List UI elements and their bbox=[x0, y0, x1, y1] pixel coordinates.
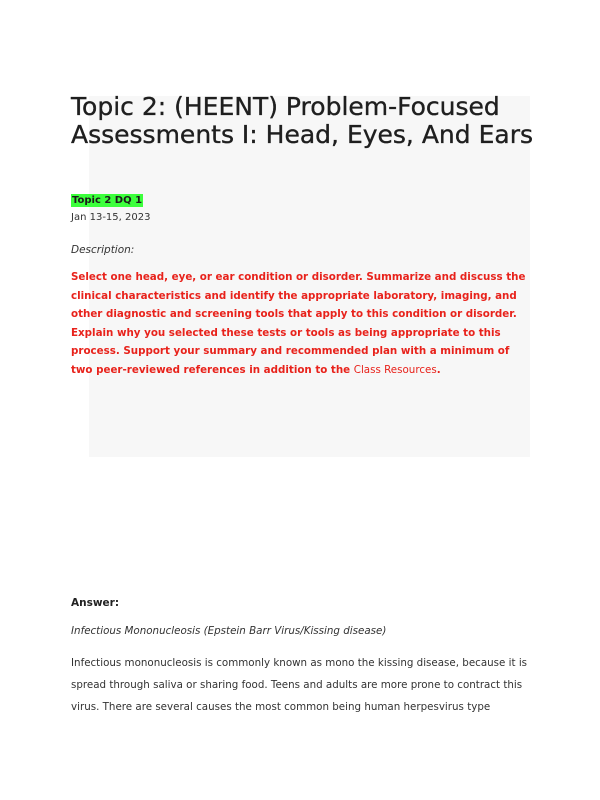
answer-body: Infectious mononucleosis is commonly known as mono the kissing disease, because it is spread through saliva or sharing food. Teens and adults are more prone to contract this virus. There are several causes the most common being human herpesvirus type bbox=[71, 657, 528, 713]
page-title: Topic 2: (HEENT) Problem-Focused Assessments I: Head, Eyes, And Ears bbox=[71, 92, 534, 149]
answer-label: Answer: bbox=[71, 597, 120, 609]
dq-label-highlight: Topic 2 DQ 1 bbox=[72, 195, 143, 206]
prompt-text: Select one head, eye, or ear condition or disorder. Summarize and discuss the clinical characteristics and identify the appropriate laboratory, imaging, and other diagnostic and screening tools that apply to this condition or disorder. Explain why you selected these tests or tools as being appropriate to this process. Support your summary and recommended plan with a minimum of two peer-reviewed references in addition to the bbox=[71, 271, 526, 376]
class-resources-link[interactable]: Class Resources bbox=[353, 363, 437, 376]
date-range: Jan 13-15, 2023 bbox=[71, 212, 151, 223]
answer-heading: Infectious Mononucleosis (Epstein Barr Virus/Kissing disease) bbox=[71, 625, 387, 637]
prompt-end: . bbox=[436, 363, 441, 376]
discussion-prompt bbox=[71, 268, 531, 379]
description-label: Description: bbox=[71, 244, 135, 256]
